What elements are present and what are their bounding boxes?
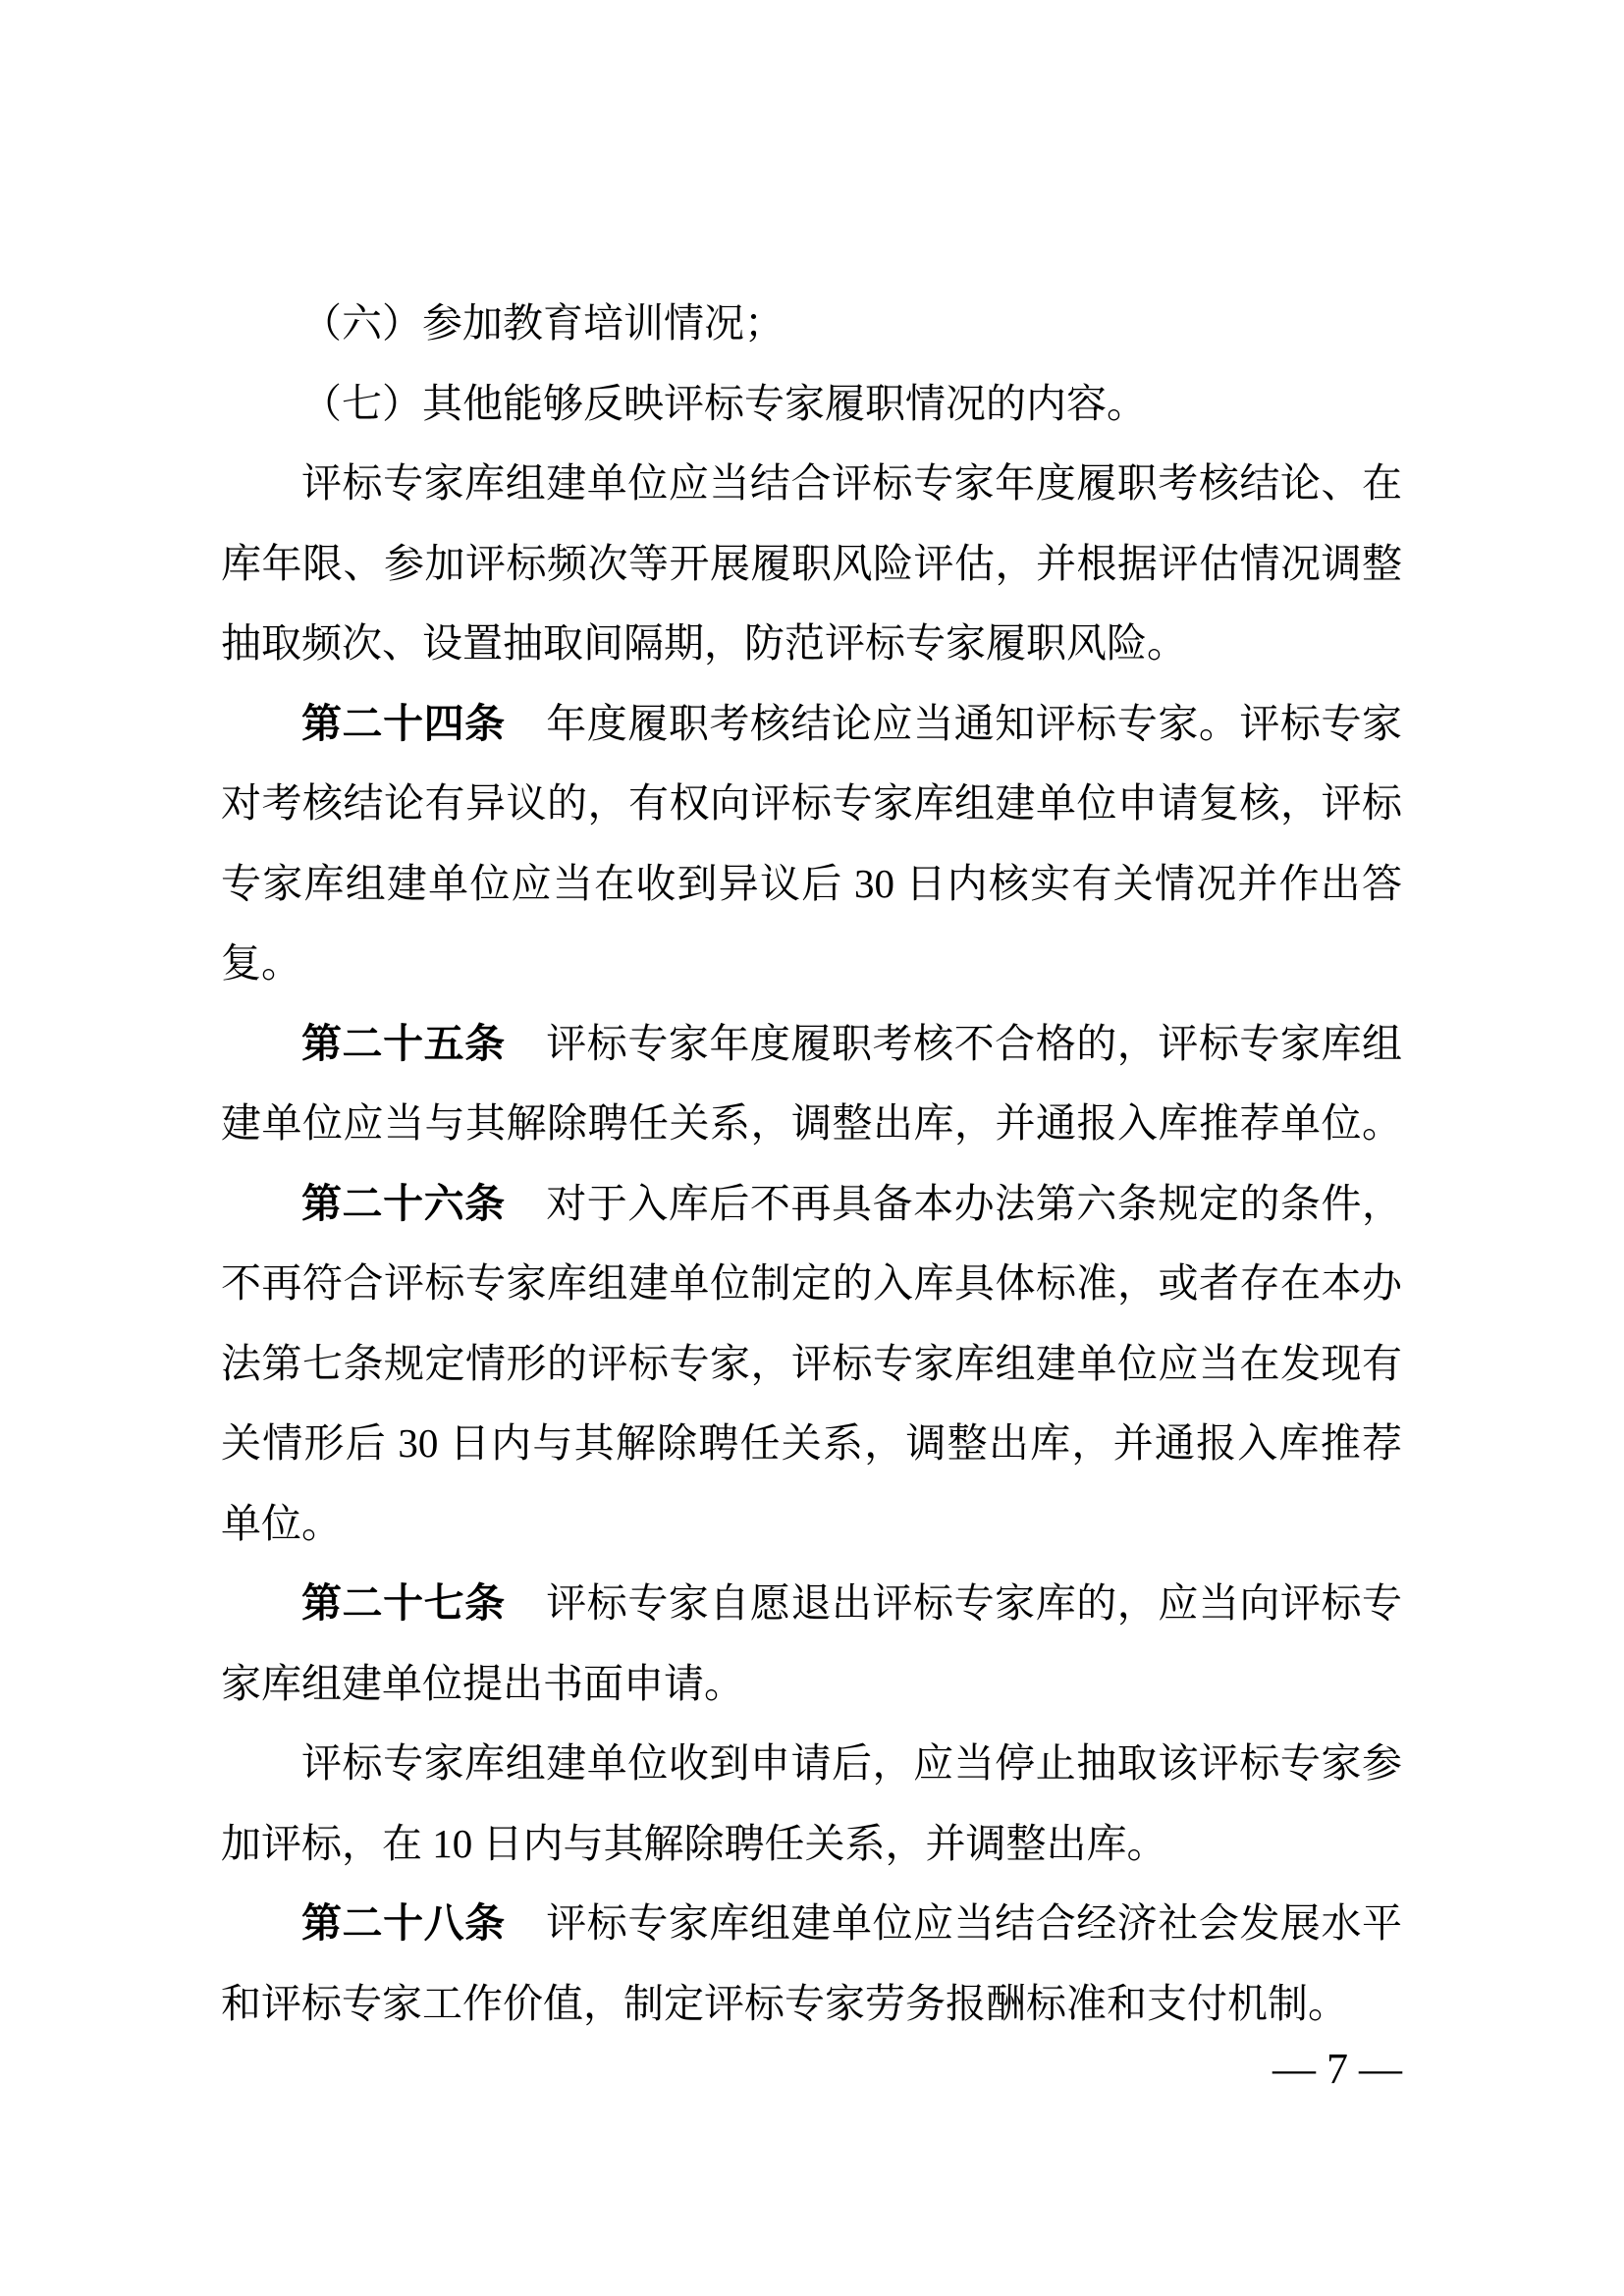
body-text: 复。 (221, 940, 301, 986)
text-line (221, 1164, 1402, 1245)
body-text: 家库组建单位提出书面申请。 (221, 1660, 744, 1706)
body-text: 年度履职考核结论应当通知评标专家。评标专家 (505, 700, 1403, 746)
body-text: 专家库组建单位应当在收到异议后 30 日内核实有关情况并作出答 (221, 860, 1402, 906)
text-line (221, 1324, 1402, 1405)
body-text: 和评标专家工作价值，制定评标专家劳务报酬标准和支付机制。 (221, 1980, 1348, 2026)
text-line (221, 684, 1402, 765)
article-number: 第二十八条 (301, 1900, 506, 1946)
text-line (221, 1404, 1402, 1484)
text-line (221, 1004, 1402, 1085)
paragraph (221, 1004, 1402, 1164)
document-body (221, 284, 1402, 2044)
text-line (221, 924, 1402, 1004)
text-line (221, 1564, 1402, 1644)
text-line (221, 1964, 1402, 2045)
body-text: 单位。 (221, 1500, 342, 1546)
text-line (221, 1244, 1402, 1324)
paragraph (221, 1884, 1402, 2044)
body-text: 对考核结论有异议的，有权向评标专家库组建单位申请复核，评标 (221, 780, 1402, 826)
paragraph (221, 1724, 1402, 1884)
text-line (221, 1724, 1402, 1804)
paragraph (221, 364, 1402, 445)
text-line (221, 1484, 1402, 1565)
text-line (221, 1884, 1402, 1964)
text-line (221, 284, 1402, 364)
article-number: 第二十四条 (301, 700, 506, 746)
paragraph (221, 1164, 1402, 1565)
body-text: 建单位应当与其解除聘任关系，调整出库，并通报入库推荐单位。 (221, 1100, 1402, 1146)
paragraph (221, 284, 1402, 364)
text-line (221, 1644, 1402, 1725)
text-line (221, 764, 1402, 844)
body-text: 加评标，在 10 日内与其解除聘任关系，并调整出库。 (221, 1820, 1167, 1866)
paragraph (221, 684, 1402, 1004)
text-line (221, 364, 1402, 445)
text-line (221, 1084, 1402, 1164)
body-text: 评标专家年度履职考核不合格的，评标专家库组 (505, 1020, 1403, 1066)
body-text: （七）其他能够反映评标专家履职情况的内容。 (301, 380, 1147, 426)
body-text: 关情形后 30 日内与其解除聘任关系，调整出库，并通报入库推荐 (221, 1420, 1402, 1466)
body-text: 对于入库后不再具备本办法第六条规定的条件， (505, 1180, 1403, 1226)
paragraph (221, 444, 1402, 684)
body-text: 评标专家库组建单位应当结合评标专家年度履职考核结论、在 (301, 460, 1402, 506)
body-text: 不再符合评标专家库组建单位制定的入库具体标准，或者存在本办 (221, 1260, 1402, 1306)
text-line (221, 604, 1402, 684)
article-number: 第二十五条 (301, 1020, 506, 1066)
page-number: — 7 — (1272, 2045, 1402, 2093)
article-number: 第二十七条 (301, 1580, 506, 1626)
body-text: （六）参加教育培训情况； (301, 300, 785, 346)
text-line (221, 1804, 1402, 1885)
article-number: 第二十六条 (301, 1180, 506, 1226)
body-text: 评标专家自愿退出评标专家库的，应当向评标专 (505, 1580, 1403, 1626)
text-line (221, 844, 1402, 925)
body-text: 评标专家库组建单位应当结合经济社会发展水平 (505, 1900, 1403, 1946)
text-line (221, 444, 1402, 524)
body-text: 法第七条规定情形的评标专家，评标专家库组建单位应当在发现有 (221, 1340, 1402, 1386)
paragraph (221, 1564, 1402, 1724)
body-text: 抽取频次、设置抽取间隔期，防范评标专家履职风险。 (221, 620, 1187, 666)
body-text: 评标专家库组建单位收到申请后，应当停止抽取该评标专家参 (301, 1740, 1402, 1786)
text-line (221, 524, 1402, 605)
body-text: 库年限、参加评标频次等开展履职风险评估，并根据评估情况调整 (221, 540, 1402, 586)
